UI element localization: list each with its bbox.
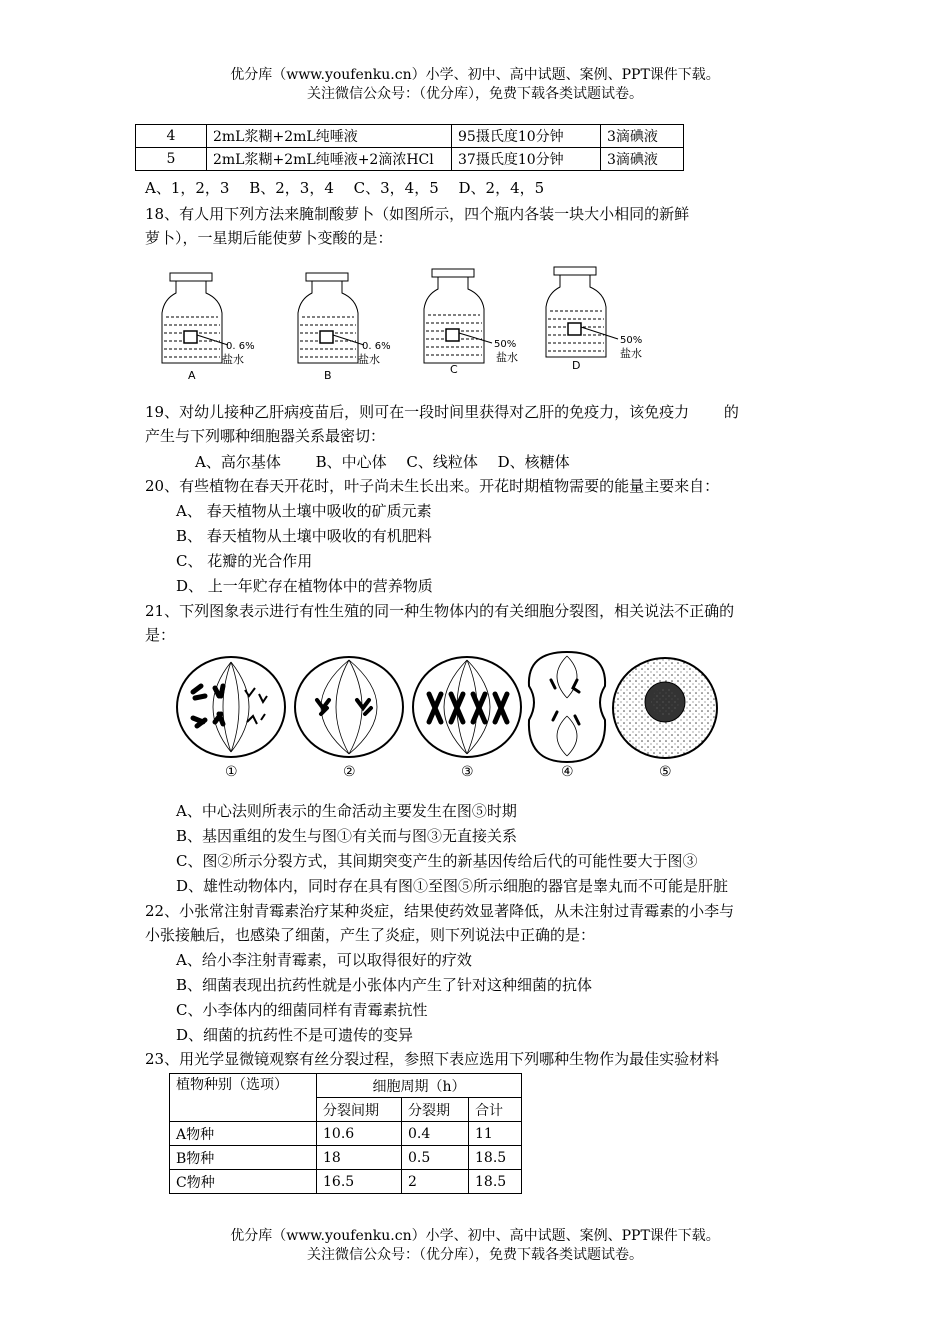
table-cell: 10.6	[317, 1122, 402, 1146]
jar-b-label: 盐水	[358, 353, 380, 366]
table-cell: 18	[317, 1146, 402, 1170]
jar-a-letter: A	[188, 369, 196, 382]
table-row	[170, 1074, 522, 1098]
q19-stem-1: 19、对幼儿接种乙肝病疫苗后，则可在一段时间里获得对乙肝的免疫力，该免疫力 的	[145, 403, 739, 421]
table-cell: B物种	[170, 1146, 317, 1170]
q22-option-b: B、细菌表现出抗药性就是小张体内产生了针对这种细菌的抗体	[176, 976, 593, 994]
jar-c-letter: C	[450, 363, 458, 376]
table-header-cycle: 细胞周期（h）	[317, 1074, 522, 1098]
table-row	[170, 1122, 522, 1146]
table-cell: 95摄氏度10分钟	[452, 125, 601, 148]
q17-options: A、1，2，3 B、2，3，4 C、3，4，5 D、2，4，5	[145, 179, 545, 197]
header-line-1: 优分库（www.youfenku.cn）小学、初中、高中试题、案例、PPT课件下载。	[230, 67, 720, 83]
table-row	[136, 148, 684, 171]
q19-options: A、高尔基体 B、中心体 C、线粒体 D、核糖体	[195, 453, 570, 471]
q21-option-b: B、基因重组的发生与图①有关而与图③无直接关系	[176, 827, 518, 845]
cell-4	[529, 652, 605, 780]
q20-option-b: B、 春天植物从土壤中吸收的有机肥料	[176, 527, 432, 545]
footer-line-2: 关注微信公众号：（优分库），免费下载各类试题试卷。	[307, 1247, 643, 1263]
table-cell: 11	[469, 1122, 522, 1146]
q21-stem-1: 21、下列图象表示进行有性生殖的同一种生物体内的有关细胞分裂图，相关说法不正确的	[145, 602, 735, 620]
q21-option-c: C、图②所示分裂方式，其间期突变产生的新基因传给后代的可能性要大于图③	[176, 852, 698, 870]
cell-cycle-table	[169, 1073, 522, 1194]
jar-d	[546, 267, 642, 372]
jar-a-label: 盐水	[222, 353, 244, 366]
jar-b-letter: B	[324, 369, 332, 382]
q21-stem-2: 是：	[145, 626, 176, 644]
table-row	[170, 1146, 522, 1170]
q23-stem: 23、用光学显微镜观察有丝分裂过程，参照下表应选用下列哪种生物作为最佳实验材料	[145, 1050, 720, 1068]
cell-3	[413, 657, 521, 780]
table-subheader: 合计	[469, 1098, 522, 1122]
q22-stem-2: 小张接触后，也感染了细菌，产生了炎症，则下列说法中正确的是：	[145, 926, 596, 944]
jar-c-label: 盐水	[496, 351, 518, 364]
experiment-table	[135, 124, 684, 171]
q22-option-c: C、小李体内的细菌同样有青霉素抗性	[176, 1001, 428, 1019]
q18-stem-1: 18、有人用下列方法来腌制酸萝卜（如图所示，四个瓶内各装一块大小相同的新鲜	[145, 205, 690, 223]
table-cell: 5	[136, 148, 207, 171]
table-subheader: 分裂间期	[317, 1098, 402, 1122]
jar-d-conc: 50%	[620, 335, 643, 346]
table-subheader: 分裂期	[402, 1098, 469, 1122]
table-cell: 2mL浆糊+2mL纯唾液+2滴浓HCl	[207, 148, 452, 171]
cell-2-label: ②	[343, 764, 356, 780]
table-cell: 18.5	[469, 1170, 522, 1194]
q22-option-a: A、给小李注射青霉素，可以取得很好的疗效	[176, 951, 472, 969]
table-row	[136, 125, 684, 148]
q21-option-a: A、中心法则所表示的生命活动主要发生在图⑤时期	[176, 802, 517, 820]
table-header-species: 植物种别（选项）	[170, 1074, 317, 1122]
q18-stem-2: 萝卜），一星期后能使萝卜变酸的是：	[145, 229, 393, 247]
table-cell: A物种	[170, 1122, 317, 1146]
table-cell: 4	[136, 125, 207, 148]
table-cell: 2mL浆糊+2mL纯唾液	[207, 125, 452, 148]
table-cell: 2	[402, 1170, 469, 1194]
jar-c	[424, 269, 518, 376]
table-cell: 3滴碘液	[601, 148, 684, 171]
table-cell: 0.4	[402, 1122, 469, 1146]
table-cell: 0.5	[402, 1146, 469, 1170]
cell-4-label: ④	[561, 764, 574, 780]
table-cell: 3滴碘液	[601, 125, 684, 148]
jar-a-conc: 0. 6%	[226, 341, 255, 352]
cell-5	[613, 658, 717, 780]
jar-c-conc: 50%	[494, 339, 517, 350]
cell-5-label: ⑤	[659, 764, 672, 780]
header-line-2: 关注微信公众号：（优分库），免费下载各类试题试卷。	[307, 86, 643, 102]
q22-option-d: D、细菌的抗药性不是可遗传的变异	[176, 1026, 414, 1044]
footer-line-1: 优分库（www.youfenku.cn）小学、初中、高中试题、案例、PPT课件下载。	[230, 1228, 720, 1244]
cell-division-figure	[175, 650, 735, 784]
q22-stem-1: 22、小张常注射青霉素治疗某种炎症，结果使药效显著降低，从未注射过青霉素的小李与	[145, 902, 735, 920]
jar-d-letter: D	[572, 359, 581, 372]
table-cell: C物种	[170, 1170, 317, 1194]
table-row	[170, 1170, 522, 1194]
jar-a	[162, 273, 255, 382]
q20-option-a: A、 春天植物从土壤中吸收的矿质元素	[176, 502, 432, 520]
cell-3-label: ③	[461, 764, 474, 780]
q20-stem: 20、有些植物在春天开花时，叶子尚未生长出来。开花时期植物需要的能量主要来自：	[145, 477, 720, 495]
jar-b	[298, 273, 391, 382]
cell-1-label: ①	[225, 764, 238, 780]
q19-stem-2: 产生与下列哪种细胞器关系最密切：	[145, 427, 386, 445]
table-cell: 37摄氏度10分钟	[452, 148, 601, 171]
jar-b-conc: 0. 6%	[362, 341, 391, 352]
cell-1	[177, 657, 285, 780]
jars-figure	[150, 265, 670, 385]
jar-d-label: 盐水	[620, 347, 642, 360]
q20-option-d: D、 上一年贮存在植物体中的营养物质	[176, 577, 433, 595]
table-cell: 18.5	[469, 1146, 522, 1170]
cell-2	[295, 657, 403, 780]
q20-option-c: C、 花瓣的光合作用	[176, 552, 313, 570]
table-cell: 16.5	[317, 1170, 402, 1194]
q21-option-d: D、雄性动物体内，同时存在具有图①至图⑤所示细胞的器官是睾丸而不可能是肝脏	[176, 877, 729, 895]
